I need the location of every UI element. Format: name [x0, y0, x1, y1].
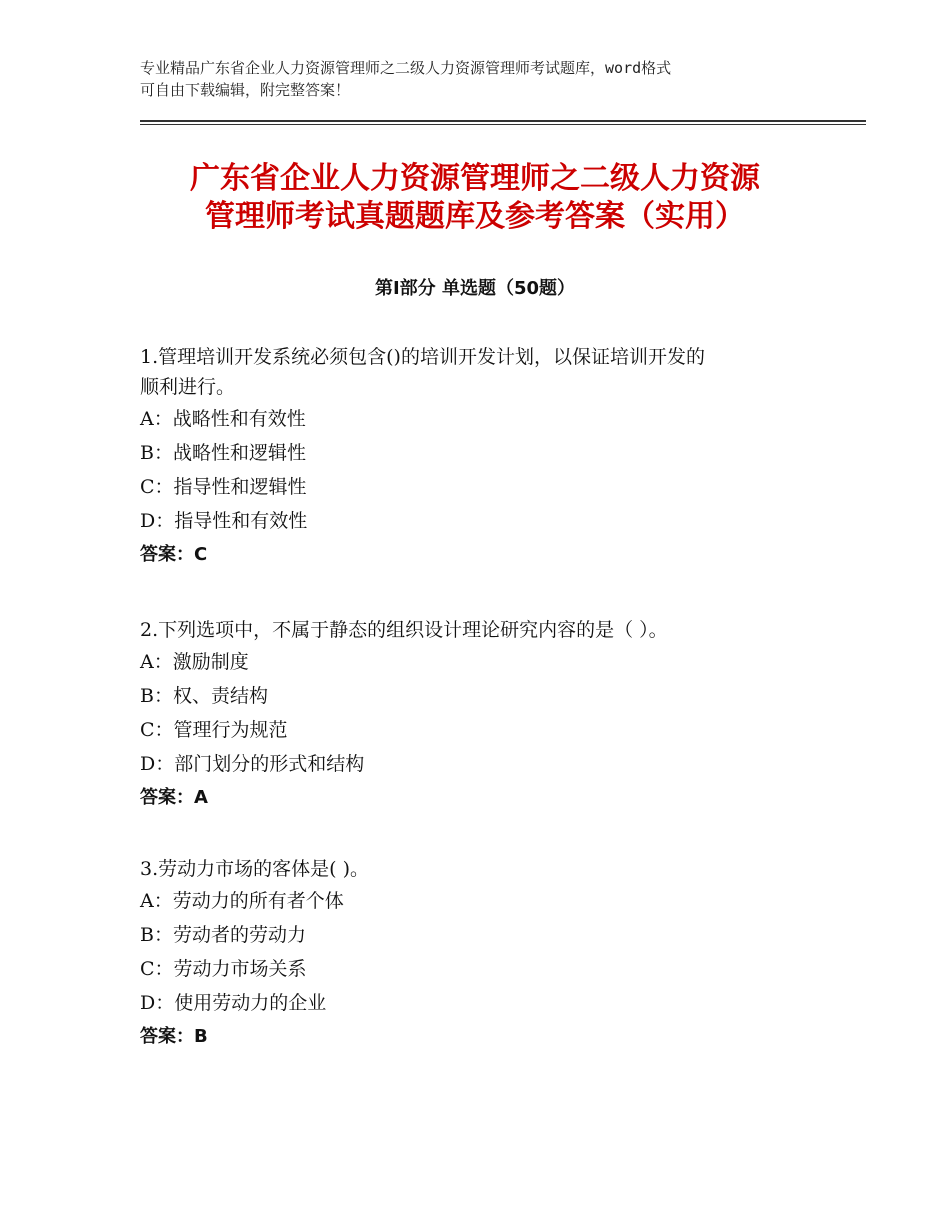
document-title-line-2: 管理师考试真题题库及参考答案（实用）	[205, 199, 745, 234]
option-c: C：管理行为规范	[140, 719, 288, 741]
option-b: B：战略性和逻辑性	[140, 442, 306, 464]
option-a: A：战略性和有效性	[140, 408, 306, 430]
header-divider-thick	[140, 120, 866, 122]
option-d: D：指导性和有效性	[140, 510, 308, 532]
question-3	[140, 854, 820, 1054]
option-a: A：劳动力的所有者个体	[140, 890, 344, 912]
document-title-line-1: 广东省企业人力资源管理师之二级人力资源	[190, 161, 760, 196]
document-title	[140, 160, 810, 236]
question-stem-line-1: 1.管理培训开发系统必须包含()的培训开发计划，以保证培训开发的	[140, 346, 705, 368]
option-b: B：权、责结构	[140, 685, 268, 707]
option-d: D：使用劳动力的企业	[140, 992, 327, 1014]
question-1	[140, 342, 820, 572]
option-a: A：激励制度	[140, 651, 249, 673]
option-c: C：指导性和逻辑性	[140, 476, 307, 498]
header-note-line-1: 专业精品广东省企业人力资源管理师之二级人力资源管理师考试题库，word格式	[140, 59, 672, 77]
header-note-line-2: 可自由下载编辑，附完整答案！	[140, 81, 351, 99]
question-stem-line-2: 顺利进行。	[140, 376, 236, 398]
question-stem: 3.劳动力市场的客体是( )。	[140, 858, 369, 880]
question-stem: 2.下列选项中，不属于静态的组织设计理论研究内容的是（ ）。	[140, 619, 668, 641]
question-2	[140, 615, 820, 815]
header-note	[140, 57, 820, 101]
option-b: B：劳动者的劳动力	[140, 924, 306, 946]
question-stem	[140, 342, 820, 402]
section-title: 第Ⅰ部分 单选题（50题）	[374, 278, 575, 299]
option-d: D：部门划分的形式和结构	[140, 753, 365, 775]
answer-label: 答案：B	[140, 1026, 208, 1047]
header-divider-thin	[140, 124, 866, 125]
option-c: C：劳动力市场关系	[140, 958, 307, 980]
answer-label: 答案：C	[140, 544, 208, 565]
answer-label: 答案：A	[140, 787, 208, 808]
